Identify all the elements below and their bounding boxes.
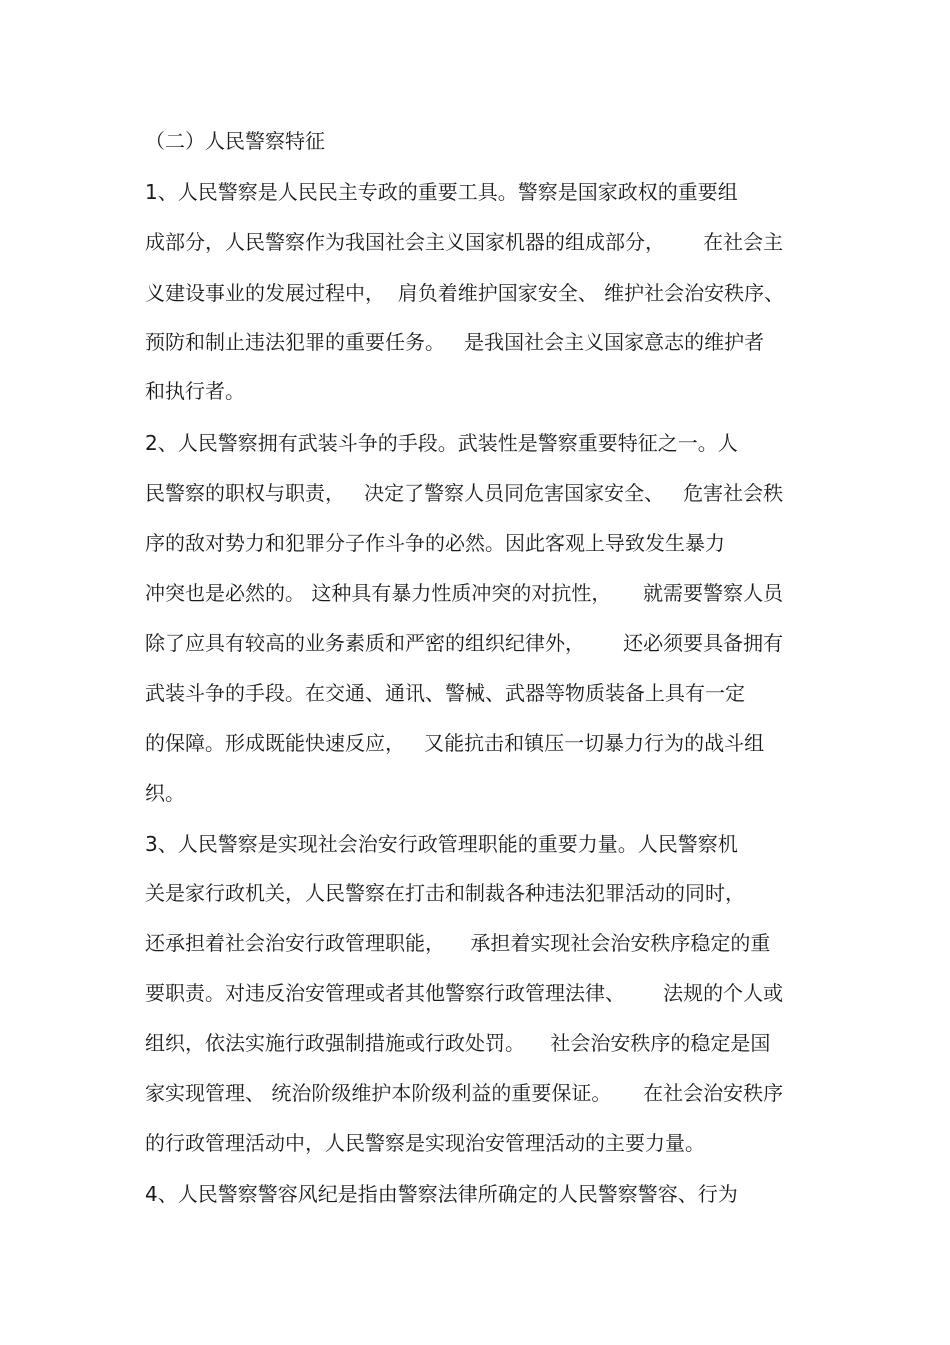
paragraph-line: 民警察的职权与职责， 决定了警察人员同危害国家安全、 危害社会秩 [145, 481, 784, 505]
paragraph-line: 义建设事业的发展过程中， 肩负着维护国家安全、 维护社会治安秩序、 [145, 281, 785, 305]
paragraph-line: 2、人民警察拥有武装斗争的手段。武装性是警察重要特征之一。人 [145, 431, 738, 455]
paragraph-line: 4、人民警察警容风纪是指由警察法律所确定的人民警察警容、行为 [145, 1182, 738, 1206]
paragraph-line: 的行政管理活动中，人民警察是实现治安管理活动的主要力量。 [145, 1131, 705, 1155]
paragraph-line: 冲突也是必然的。 这种具有暴力性质冲突的对抗性， 就需要警察人员 [145, 581, 784, 605]
paragraph-line: 除了应具有较高的业务素质和严密的组织纪律外， 还必须要具备拥有 [145, 631, 784, 655]
paragraph-line: 的保障。形成既能快速反应， 又能抗击和镇压一切暴力行为的战斗组 [145, 731, 765, 755]
paragraph-line: 和执行者。 [145, 379, 245, 403]
paragraph-line: 预防和制止违法犯罪的重要任务。 是我国社会主义国家意志的维护者 [145, 330, 765, 354]
paragraph-line: 成部分，人民警察作为我国社会主义国家机器的组成部分， 在社会主 [145, 230, 784, 254]
paragraph-line: 织。 [145, 781, 185, 805]
paragraph-line: 3、人民警察是实现社会治安行政管理职能的重要力量。人民警察机 [145, 832, 738, 856]
paragraph-line: 组织，依法实施行政强制措施或行政处罚。 社会治安秩序的稳定是国 [145, 1031, 771, 1055]
section-heading: （二）人民警察特征 [145, 129, 325, 153]
paragraph-line: 关是家行政机关，人民警察在打击和制裁各种违法犯罪活动的同时， [145, 881, 745, 905]
paragraph-line: 要职责。对违反治安管理或者其他警察行政管理法律、 法规的个人或 [145, 981, 784, 1005]
paragraph-line: 序的敌对势力和犯罪分子作斗争的必然。因此客观上导致发生暴力 [145, 531, 725, 555]
paragraph-line: 还承担着社会治安行政管理职能， 承担着实现社会治安秩序稳定的重 [145, 931, 771, 955]
paragraph-line: 1、人民警察是人民民主专政的重要工具。警察是国家政权的重要组 [145, 180, 738, 204]
paragraph-line: 家实现管理、 统治阶级维护本阶级利益的重要保证。 在社会治安秩序 [145, 1081, 784, 1105]
paragraph-line: 武装斗争的手段。在交通、通讯、警械、武器等物质装备上具有一定 [145, 681, 745, 705]
